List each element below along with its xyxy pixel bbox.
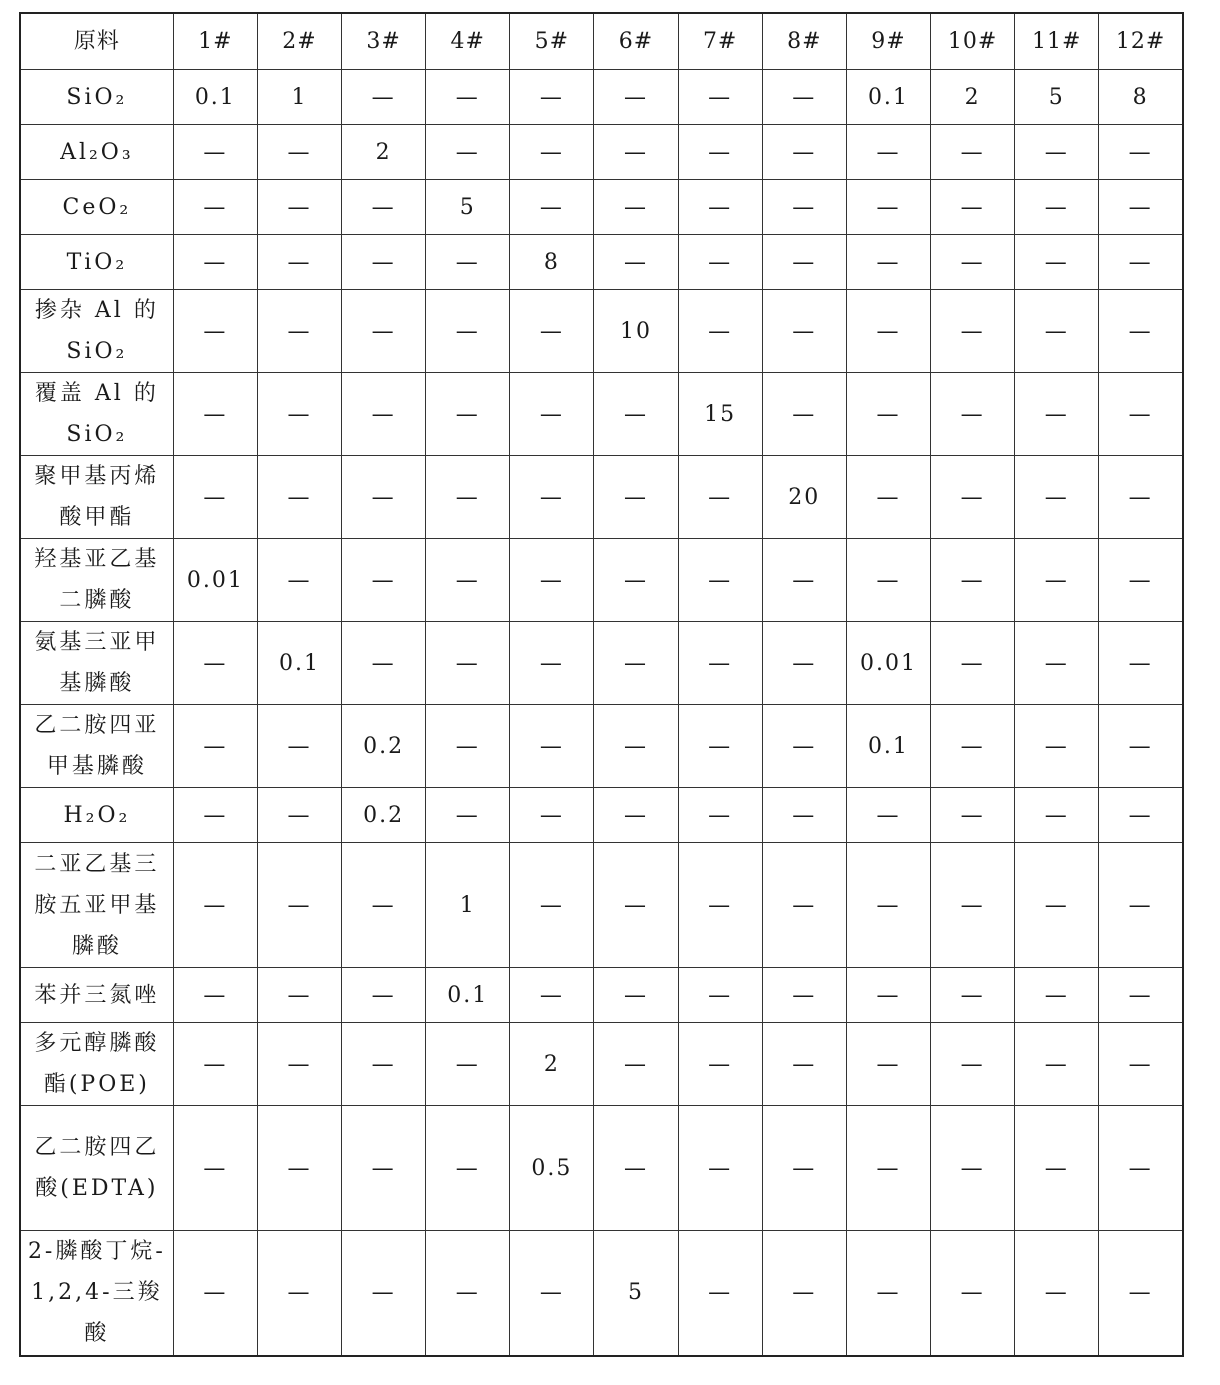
table-cell: — bbox=[762, 373, 846, 456]
table-cell: — bbox=[1099, 539, 1183, 622]
table-cell: — bbox=[762, 125, 846, 180]
table-cell: — bbox=[594, 373, 678, 456]
table-cell: 2 bbox=[342, 125, 426, 180]
row-label: 掺杂 Al 的 SiO₂ bbox=[20, 290, 173, 373]
table-cell: — bbox=[510, 125, 594, 180]
table-cell: — bbox=[510, 1231, 594, 1356]
table-cell: — bbox=[257, 180, 341, 235]
table-cell: — bbox=[594, 1106, 678, 1231]
row-label: H₂O₂ bbox=[20, 788, 173, 843]
table-cell: — bbox=[846, 180, 930, 235]
row-label: 覆盖 Al 的 SiO₂ bbox=[20, 373, 173, 456]
header-sample-6: 6# bbox=[594, 13, 678, 70]
table-cell: — bbox=[342, 843, 426, 968]
table-cell: — bbox=[594, 235, 678, 290]
table-cell: — bbox=[1015, 180, 1099, 235]
table-cell: — bbox=[594, 1023, 678, 1106]
table-cell: — bbox=[173, 622, 257, 705]
table-cell: — bbox=[846, 539, 930, 622]
table-row bbox=[20, 235, 1183, 290]
table-cell: — bbox=[1015, 788, 1099, 843]
table-cell: — bbox=[426, 1106, 510, 1231]
header-sample-1: 1# bbox=[173, 13, 257, 70]
table-cell: — bbox=[762, 70, 846, 125]
table-cell: — bbox=[846, 843, 930, 968]
table-cell: — bbox=[342, 622, 426, 705]
table-cell: — bbox=[342, 235, 426, 290]
row-label: 乙二胺四乙酸(EDTA) bbox=[20, 1106, 173, 1231]
table-cell: — bbox=[762, 843, 846, 968]
table-cell: 0.5 bbox=[510, 1106, 594, 1231]
table-cell: — bbox=[594, 456, 678, 539]
table-cell: — bbox=[257, 539, 341, 622]
table-cell: — bbox=[426, 1023, 510, 1106]
table-cell: — bbox=[1099, 788, 1183, 843]
row-label: 羟基亚乙基二膦酸 bbox=[20, 539, 173, 622]
table-cell: — bbox=[931, 180, 1015, 235]
table-cell: — bbox=[342, 1106, 426, 1231]
table-cell: — bbox=[342, 456, 426, 539]
table-cell: — bbox=[931, 1231, 1015, 1356]
table-cell: — bbox=[173, 290, 257, 373]
table-cell: — bbox=[846, 1023, 930, 1106]
header-sample-5: 5# bbox=[510, 13, 594, 70]
table-row bbox=[20, 180, 1183, 235]
table-cell: 8 bbox=[510, 235, 594, 290]
table-cell: — bbox=[1015, 539, 1099, 622]
row-label: 聚甲基丙烯酸甲酯 bbox=[20, 456, 173, 539]
table-cell: — bbox=[678, 1231, 762, 1356]
table-cell: — bbox=[846, 968, 930, 1023]
table-cell: — bbox=[173, 1231, 257, 1356]
table-cell: — bbox=[173, 788, 257, 843]
table-cell: — bbox=[510, 705, 594, 788]
table-cell: — bbox=[762, 1106, 846, 1231]
table-cell: — bbox=[257, 125, 341, 180]
table-cell: — bbox=[931, 788, 1015, 843]
table-cell: — bbox=[510, 180, 594, 235]
table-row bbox=[20, 705, 1183, 788]
table-cell: — bbox=[931, 235, 1015, 290]
table-cell: — bbox=[173, 180, 257, 235]
row-label: 氨基三亚甲基膦酸 bbox=[20, 622, 173, 705]
table-cell: — bbox=[846, 235, 930, 290]
table-cell: — bbox=[510, 70, 594, 125]
table-cell: — bbox=[510, 788, 594, 843]
table-cell: — bbox=[342, 180, 426, 235]
table-cell: — bbox=[931, 843, 1015, 968]
table-cell: — bbox=[931, 373, 1015, 456]
table-cell: — bbox=[1099, 843, 1183, 968]
table-cell: — bbox=[1099, 705, 1183, 788]
header-sample-8: 8# bbox=[762, 13, 846, 70]
table-cell: — bbox=[1015, 622, 1099, 705]
table-cell: — bbox=[257, 968, 341, 1023]
row-label: 乙二胺四亚甲基膦酸 bbox=[20, 705, 173, 788]
header-sample-2: 2# bbox=[257, 13, 341, 70]
table-cell: — bbox=[173, 373, 257, 456]
table-cell: — bbox=[678, 788, 762, 843]
table-row bbox=[20, 1231, 1183, 1356]
table-cell: 2 bbox=[510, 1023, 594, 1106]
table-cell: — bbox=[173, 1023, 257, 1106]
table-cell: — bbox=[594, 180, 678, 235]
table-cell: 8 bbox=[1099, 70, 1183, 125]
table-cell: — bbox=[678, 456, 762, 539]
table-cell: — bbox=[173, 843, 257, 968]
table-cell: — bbox=[173, 968, 257, 1023]
table-cell: 0.1 bbox=[173, 70, 257, 125]
table-cell: — bbox=[342, 539, 426, 622]
header-sample-11: 11# bbox=[1015, 13, 1099, 70]
table-cell: — bbox=[931, 622, 1015, 705]
table-cell: — bbox=[762, 622, 846, 705]
table-cell: — bbox=[257, 1106, 341, 1231]
table-cell: — bbox=[510, 456, 594, 539]
table-cell: — bbox=[762, 1023, 846, 1106]
table-cell: — bbox=[173, 235, 257, 290]
table-cell: — bbox=[594, 125, 678, 180]
table-cell: 10 bbox=[594, 290, 678, 373]
table-cell: — bbox=[257, 1023, 341, 1106]
table-cell: — bbox=[1015, 968, 1099, 1023]
table-cell: 0.1 bbox=[426, 968, 510, 1023]
table-cell: 5 bbox=[594, 1231, 678, 1356]
table-header-row bbox=[20, 13, 1183, 70]
table-cell: 5 bbox=[1015, 70, 1099, 125]
table-cell: 1 bbox=[426, 843, 510, 968]
table-cell: 0.1 bbox=[846, 705, 930, 788]
table-cell: — bbox=[678, 125, 762, 180]
table-row bbox=[20, 125, 1183, 180]
table-cell: — bbox=[1015, 705, 1099, 788]
table-cell: — bbox=[1099, 622, 1183, 705]
table-cell: — bbox=[1099, 125, 1183, 180]
table-cell: — bbox=[762, 705, 846, 788]
table-cell: — bbox=[1015, 843, 1099, 968]
table-cell: — bbox=[257, 788, 341, 843]
table-cell: — bbox=[846, 125, 930, 180]
table-cell: 20 bbox=[762, 456, 846, 539]
table-cell: — bbox=[1099, 290, 1183, 373]
table-cell: — bbox=[931, 125, 1015, 180]
table-cell: — bbox=[510, 843, 594, 968]
table-cell: — bbox=[257, 373, 341, 456]
table-cell: — bbox=[594, 968, 678, 1023]
table-cell: — bbox=[762, 1231, 846, 1356]
table-cell: — bbox=[510, 622, 594, 705]
row-label: Al₂O₃ bbox=[20, 125, 173, 180]
table-cell: — bbox=[510, 373, 594, 456]
header-sample-9: 9# bbox=[846, 13, 930, 70]
table-cell: — bbox=[1099, 235, 1183, 290]
row-label: TiO₂ bbox=[20, 235, 173, 290]
table-cell: 0.2 bbox=[342, 705, 426, 788]
table-cell: — bbox=[342, 290, 426, 373]
header-sample-7: 7# bbox=[678, 13, 762, 70]
table-cell: — bbox=[342, 70, 426, 125]
table-cell: — bbox=[594, 705, 678, 788]
table-cell: — bbox=[762, 290, 846, 373]
table-cell: — bbox=[173, 705, 257, 788]
table-cell: — bbox=[846, 456, 930, 539]
table-cell: — bbox=[678, 843, 762, 968]
table-cell: — bbox=[426, 1231, 510, 1356]
header-raw-material: 原料 bbox=[20, 13, 173, 70]
table-cell: — bbox=[678, 968, 762, 1023]
table-row bbox=[20, 373, 1183, 456]
table-cell: — bbox=[846, 788, 930, 843]
table-cell: — bbox=[678, 235, 762, 290]
table-cell: — bbox=[931, 1106, 1015, 1231]
table-cell: 1 bbox=[257, 70, 341, 125]
table-cell: — bbox=[426, 70, 510, 125]
table-row bbox=[20, 1023, 1183, 1106]
row-label: 二亚乙基三胺五亚甲基膦酸 bbox=[20, 843, 173, 968]
table-cell: — bbox=[173, 125, 257, 180]
table-cell: — bbox=[1015, 373, 1099, 456]
header-sample-12: 12# bbox=[1099, 13, 1183, 70]
table-cell: — bbox=[678, 290, 762, 373]
table-cell: — bbox=[594, 70, 678, 125]
table-cell: — bbox=[931, 456, 1015, 539]
table-cell: — bbox=[426, 705, 510, 788]
table-row bbox=[20, 456, 1183, 539]
table-cell: — bbox=[426, 456, 510, 539]
table-cell: — bbox=[1099, 968, 1183, 1023]
table-cell: — bbox=[762, 235, 846, 290]
row-label: 多元醇膦酸酯(POE) bbox=[20, 1023, 173, 1106]
header-sample-10: 10# bbox=[931, 13, 1015, 70]
table-cell: — bbox=[257, 456, 341, 539]
table-cell: — bbox=[594, 843, 678, 968]
table-row bbox=[20, 968, 1183, 1023]
table-cell: — bbox=[426, 373, 510, 456]
row-label: SiO₂ bbox=[20, 70, 173, 125]
table-cell: 2 bbox=[931, 70, 1015, 125]
table-cell: — bbox=[342, 373, 426, 456]
header-sample-3: 3# bbox=[342, 13, 426, 70]
table-cell: — bbox=[762, 539, 846, 622]
table-cell: — bbox=[846, 1231, 930, 1356]
table-cell: — bbox=[846, 290, 930, 373]
table-cell: 15 bbox=[678, 373, 762, 456]
table-cell: — bbox=[510, 539, 594, 622]
table-cell: 0.1 bbox=[846, 70, 930, 125]
table-cell: — bbox=[762, 180, 846, 235]
table-row bbox=[20, 788, 1183, 843]
table-cell: — bbox=[846, 373, 930, 456]
table-cell: — bbox=[1099, 456, 1183, 539]
table-cell: — bbox=[426, 125, 510, 180]
row-label: CeO₂ bbox=[20, 180, 173, 235]
table-cell: 0.01 bbox=[846, 622, 930, 705]
table-cell: — bbox=[1015, 1231, 1099, 1356]
table-cell: — bbox=[931, 290, 1015, 373]
table-cell: — bbox=[426, 788, 510, 843]
table-cell: — bbox=[426, 235, 510, 290]
table-cell: — bbox=[342, 1023, 426, 1106]
table-cell: — bbox=[426, 539, 510, 622]
table-cell: — bbox=[257, 1231, 341, 1356]
table-cell: — bbox=[257, 843, 341, 968]
table-cell: 0.1 bbox=[257, 622, 341, 705]
table-cell: — bbox=[1015, 1106, 1099, 1231]
table-cell: — bbox=[1099, 180, 1183, 235]
table-cell: — bbox=[762, 968, 846, 1023]
table-cell: — bbox=[678, 539, 762, 622]
table-cell: — bbox=[1099, 373, 1183, 456]
table-cell: — bbox=[1099, 1231, 1183, 1356]
table-cell: — bbox=[678, 1023, 762, 1106]
table-cell: — bbox=[257, 235, 341, 290]
table-cell: — bbox=[257, 290, 341, 373]
table-cell: — bbox=[931, 1023, 1015, 1106]
table-cell: — bbox=[762, 788, 846, 843]
table-cell: — bbox=[1015, 290, 1099, 373]
table-body bbox=[20, 70, 1183, 1356]
table-cell: — bbox=[1099, 1023, 1183, 1106]
table-cell: — bbox=[678, 1106, 762, 1231]
table-cell: — bbox=[1015, 456, 1099, 539]
table-cell: 0.01 bbox=[173, 539, 257, 622]
table-cell: — bbox=[342, 968, 426, 1023]
table-cell: — bbox=[594, 788, 678, 843]
table-cell: — bbox=[931, 968, 1015, 1023]
table-cell: — bbox=[510, 968, 594, 1023]
table-cell: — bbox=[594, 539, 678, 622]
table-cell: — bbox=[931, 705, 1015, 788]
table-cell: — bbox=[173, 456, 257, 539]
table-cell: — bbox=[426, 290, 510, 373]
table-row bbox=[20, 1106, 1183, 1231]
table-cell: — bbox=[173, 1106, 257, 1231]
table-cell: — bbox=[594, 622, 678, 705]
table-cell: — bbox=[510, 290, 594, 373]
table-cell: — bbox=[846, 1106, 930, 1231]
row-label: 2-膦酸丁烷-1,2,4-三羧酸 bbox=[20, 1231, 173, 1356]
table-row bbox=[20, 622, 1183, 705]
table-cell: 0.2 bbox=[342, 788, 426, 843]
table-cell: — bbox=[426, 622, 510, 705]
table-cell: — bbox=[678, 705, 762, 788]
row-label: 苯并三氮唑 bbox=[20, 968, 173, 1023]
table-row bbox=[20, 70, 1183, 125]
formulation-table bbox=[19, 12, 1184, 1357]
header-sample-4: 4# bbox=[426, 13, 510, 70]
table-cell: — bbox=[1015, 125, 1099, 180]
table-cell: — bbox=[678, 70, 762, 125]
table-cell: — bbox=[678, 622, 762, 705]
table-cell: — bbox=[1099, 1106, 1183, 1231]
table-cell: — bbox=[678, 180, 762, 235]
table-cell: — bbox=[257, 705, 341, 788]
table-cell: — bbox=[931, 539, 1015, 622]
table-cell: — bbox=[1015, 1023, 1099, 1106]
table-row bbox=[20, 843, 1183, 968]
table-cell: 5 bbox=[426, 180, 510, 235]
table-row bbox=[20, 290, 1183, 373]
table-cell: — bbox=[342, 1231, 426, 1356]
table-row bbox=[20, 539, 1183, 622]
table-cell: — bbox=[1015, 235, 1099, 290]
